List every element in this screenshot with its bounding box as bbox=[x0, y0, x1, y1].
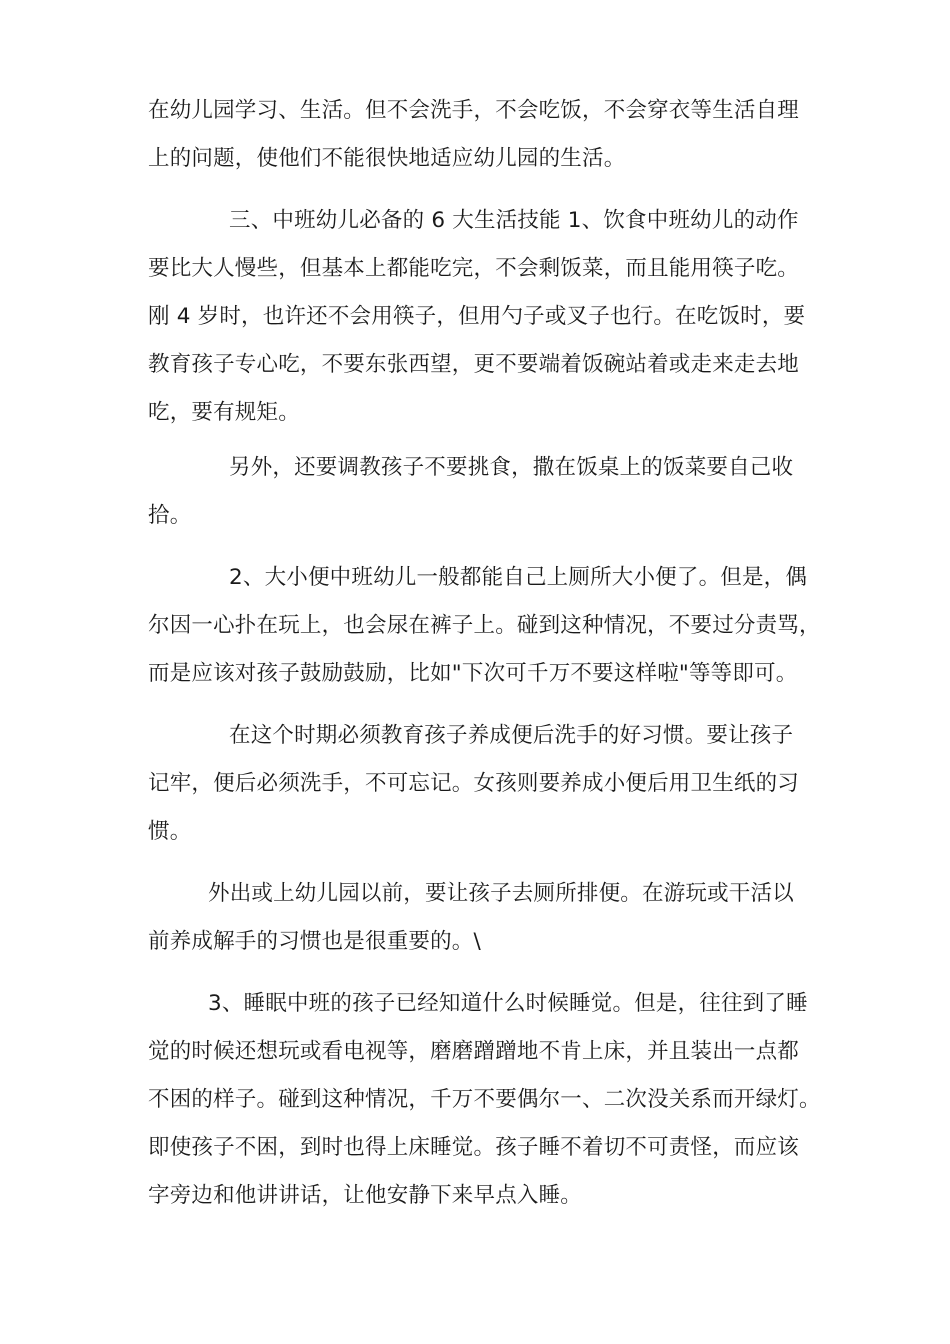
paragraph-line: 外出或上幼儿园以前，要让孩子去厕所排便。在游玩或干活以 bbox=[208, 881, 794, 906]
paragraph-4 bbox=[148, 554, 821, 698]
paragraph-line: 在这个时期必须教育孩子养成便后洗手的好习惯。要让孩子 bbox=[229, 723, 794, 748]
paragraph-line: 要比大人慢些，但基本上都能吃完，不会剩饭菜，而且能用筷子吃。 bbox=[148, 256, 800, 281]
paragraph-line: 惯。 bbox=[148, 819, 192, 844]
paragraph-7 bbox=[148, 980, 821, 1220]
paragraph-line: 吃，要有规矩。 bbox=[148, 400, 300, 425]
paragraph-6 bbox=[148, 870, 812, 966]
paragraph-line: 3、睡眠中班的孩子已经知道什么时候睡觉。但是，往往到了睡 bbox=[208, 991, 808, 1016]
paragraph-3 bbox=[148, 444, 812, 540]
paragraph-2 bbox=[148, 197, 812, 437]
paragraph-line: 拾。 bbox=[148, 503, 192, 528]
paragraph-line: 前养成解手的习惯也是很重要的。\ bbox=[148, 929, 481, 954]
paragraph-line: 另外，还要调教孩子不要挑食，撒在饭桌上的饭菜要自己收 bbox=[229, 455, 794, 480]
paragraph-line: 教育孩子专心吃，不要东张西望，更不要端着饭碗站着或走来走去地 bbox=[148, 352, 800, 377]
paragraph-5 bbox=[148, 712, 812, 856]
paragraph-line: 刚 4 岁时，也许还不会用筷子，但用勺子或叉子也行。在吃饭时，要 bbox=[148, 304, 806, 329]
paragraph-line: 觉的时候还想玩或看电视等，磨磨蹭蹭地不肯上床，并且装出一点都 bbox=[148, 1039, 800, 1064]
paragraph-1 bbox=[148, 87, 812, 183]
paragraph-line: 在幼儿园学习、生活。但不会洗手，不会吃饭，不会穿衣等生活自理 bbox=[148, 98, 800, 123]
paragraph-line: 不困的样子。碰到这种情况，千万不要偶尔一、二次没关系而开绿灯。 bbox=[148, 1087, 821, 1112]
paragraph-line: 三、中班幼儿必备的 6 大生活技能 1、饮食中班幼儿的动作 bbox=[229, 208, 799, 233]
paragraph-line: 字旁边和他讲讲话，让他安静下来早点入睡。 bbox=[148, 1183, 583, 1208]
paragraph-line: 记牢，便后必须洗手，不可忘记。女孩则要养成小便后用卫生纸的习 bbox=[148, 771, 800, 796]
paragraph-line: 即使孩子不困，到时也得上床睡觉。孩子睡不着切不可责怪，而应该 bbox=[148, 1135, 800, 1160]
paragraph-line: 尔因一心扑在玩上，也会尿在裤子上。碰到这种情况，不要过分责骂， bbox=[148, 613, 821, 638]
paragraph-line: 2、大小便中班幼儿一般都能自己上厕所大小便了。但是，偶 bbox=[229, 565, 808, 590]
paragraph-line: 上的问题，使他们不能很快地适应幼儿园的生活。 bbox=[148, 146, 626, 171]
paragraph-line: 而是应该对孩子鼓励鼓励，比如"下次可千万不要这样啦"等等即可。 bbox=[148, 661, 798, 686]
